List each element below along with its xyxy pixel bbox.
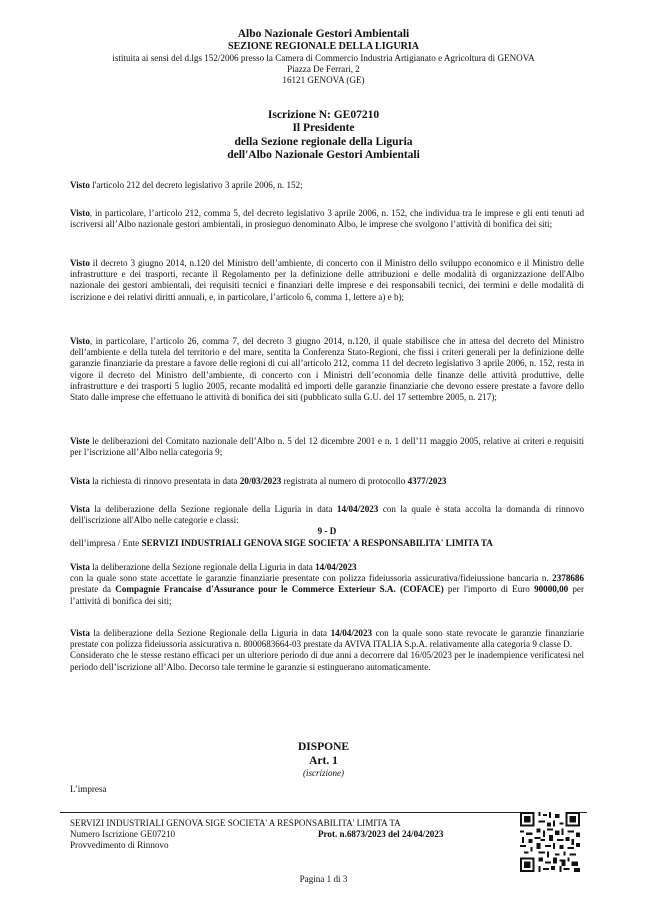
company-line: dell’impresa / Ente SERVIZI INDUSTRIALI GENOVA SIGE SOCIETA' A RESPONSABILITA' LIMITA TA — [70, 537, 493, 548]
dispone-block — [60, 740, 587, 779]
article-heading: Art. 1 — [309, 755, 338, 767]
paragraph-visto-2: Visto, in particolare, l’articolo 212, comma 5, del decreto legislativo 3 aprile 2006, n. 152, che individua tra le imprese e gli enti tenuti ad iscriversi all’Albo nazionale gestori ambientali, in prosieguo denominato Albo, le imprese che svolgono l’attività di bonifica dei siti; — [70, 208, 584, 230]
iscrizione-number: Iscrizione N: GE07210 — [267, 109, 380, 121]
address-line-1: Piazza De Ferrari, 2 — [287, 63, 360, 74]
paragraph-considerato: Considerato che le stesse restano efficaci per un ulteriore periodo di due anni a decorrere dal 16/05/2023 per le inadempience verificatesi nel periodo dell’iscrizione all’Albo. Decorso tale termine le garanzie si estinguerano automaticamente. — [70, 650, 584, 672]
address-line-2: 16121 GENOVA (GE) — [282, 74, 365, 85]
page-number: Pagina 1 di 3 — [299, 874, 348, 884]
paragraph-visto-1: Visto l'articolo 212 del decreto legislativo 3 aprile 2006, n. 152; — [70, 180, 303, 190]
section-name: SEZIONE REGIONALE DELLA LIGURIA — [228, 41, 419, 52]
sezione-line: della Sezione regionale della Liguria — [234, 135, 413, 148]
footer-protocol: Prot. n.6873/2023 del 24/04/2023 — [318, 829, 444, 839]
paragraph-visto-4: Visto, in particolare, l’articolo 26, comma 7, del decreto 3 giugno 2014, n.120, il quale stabilisce che in attesa del decreto del Ministro dell’ambiente e della tutela del territorio e del mare, sentita la Conferenza Stato-Regioni, che fissi i criteri generali per la definizione delle garanzie finanziarie da prestare a favore delle regioni di cui all’articolo 212, comma 11 del decreto legislativo 3 aprile 2006, n. 152, resta in vigore il decreto del Ministro dell’ambiente, di concerto con i Ministri dell’economia delle finanze delle attività produttive, delle infrastrutture e dei trasporti 5 luglio 2005, recante modalità ed importi delle garanzie finanziarie che devono essere prestate a favore dello Stato dalle imprese che effettuano le attività di bonifica dei siti (pubblicato sulla G.U. del 17 settembre 2005, n. 217); — [70, 336, 584, 403]
impresa-line: L’impresa — [70, 784, 107, 794]
paragraph-visto-3: Visto il decreto 3 giugno 2014, n.120 del Ministro dell’ambiente, di concerto con il Ministro dello sviluppo economico e il Ministro delle infrastrutture e dei trasporti, recante il Regolamento per la definizione delle attribuzioni e delle modalità di organizzazione dell'Albo nazionale dei gestori ambientali, dei requisiti tecnici e finanziari delle imprese e dei responsabili tecnici, dei termini e delle modalità di iscrizione e dei relativi diritti annuali, e, in particolare, l’articolo 6, comma 1, lettere a) e b); — [70, 258, 584, 302]
letterhead — [60, 28, 587, 86]
document-title — [60, 109, 587, 162]
qr-code-icon — [520, 812, 580, 872]
instituted-line: istituita ai sensi del d.lgs 152/2006 presso la Camera di Commercio Industria Artigianato e Agricoltura di GENOVA — [112, 52, 535, 63]
paragraph-vista-6: Vista la richiesta di rinnovo presentata in data 20/03/2023 registrata al numero di protocollo 4377/2023 — [70, 476, 447, 486]
paragraph-vista-8: Vista la deliberazione della Sezione regionale della Liguria in data 14/04/2023 con la quale sono state accettate le garanzie finanziarie presentate con polizza fideiussoria assicurativa/fideiussione bancaria n. 2378686 prestate da Compagnie Francaise d'Assurance pour le Commerce Exterieur S.A. (COFACE) per l'importo di Euro 90000,00 per l’attività di bonifica dei siti; — [70, 562, 584, 606]
paragraph-vista-7: Vista la deliberazione della Sezione regionale della Liguria in data 14/04/2023 con la quale è stata accolta la domanda di rinnovo dell'iscrizione all'Albo nelle categorie e classi: 9 - D dell’impresa / Ente SERVIZI INDUSTRIALI GENOVA SIGE SOCIETA' A RESPONSABILITA' LIMITA TA — [70, 504, 584, 548]
footer-company: SERVIZI INDUSTRIALI GENOVA SIGE SOCIETA' A RESPONSABILITA' LIMITA TA — [70, 818, 401, 828]
albo-line: dell'Albo Nazionale Gestori Ambientali — [227, 148, 420, 161]
footer-divider — [60, 812, 587, 813]
org-name: Albo Nazionale Gestori Ambientali — [237, 28, 410, 40]
dispone-heading: DISPONE — [297, 741, 350, 753]
article-subtitle: (iscrizione) — [303, 768, 344, 778]
paragraph-viste-5: Viste le deliberazioni del Comitato nazionale dell’Albo n. 5 del 12 dicembre 2001 e n. 1 dell’11 maggio 2005, relative ai criteri e requisiti per l’iscrizione all’Albo nella categoria 9; — [70, 436, 584, 458]
paragraph-vista-9: Vista la deliberazione della Sezione Regionale della Liguria in data 14/04/2023 con la quale sono state revocate le garanzie finanziarie prestate con polizza fideiussoria assicurativa n. 8000683664-03 prestate da AVIVA ITALIA S.p.A. relativamente alla categoria 9 classe D. Considerato che le stesse restano efficaci per un ulteriore periodo di due anni a decorrere dal 16/05/2023 per le inadempience verificatesi nel periodo dell’iscrizione all’Albo. Decorso tale termine le garanzie si estinguerano automaticamente. — [70, 628, 584, 672]
presidente-line: Il Presidente — [292, 122, 355, 135]
footer-provvedimento: Provvedimento di Rinnovo — [70, 840, 169, 850]
category-class: 9 - D — [317, 526, 337, 537]
footer-numero: Numero Iscrizione GE07210 — [70, 829, 176, 839]
